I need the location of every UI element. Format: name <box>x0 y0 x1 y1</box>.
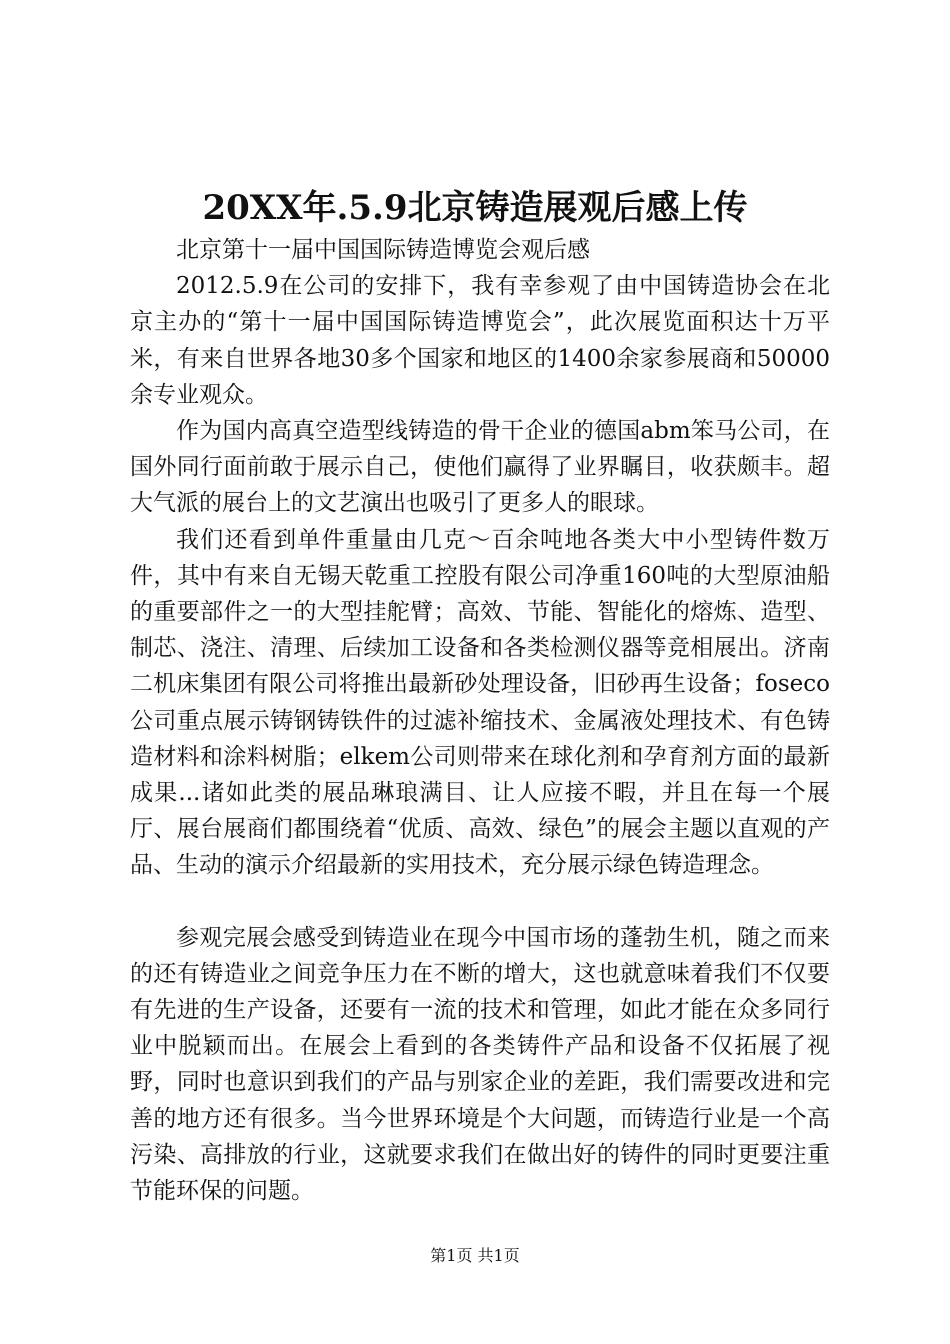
document-body <box>130 232 830 1209</box>
document-title: 20XX年.5.9北京铸造展观后感上传 <box>202 188 748 228</box>
body-paragraph: 参观完展会感受到铸造业在现今中国市场的蓬勃生机，随之而来的还有铸造业之间竞争压力在不断的增大，这也就意味着我们不仅要有先进的生产设备，还要有一流的技术和管理，如此才能在众多同行业中脱颖而出。在展会上看到的各类铸件产品和设备不仅拓展了视野，同时也意识到我们的产品与别家企业的差距，我们需要改进和完善的地方还有很多。当今世界环境是个大问题，而铸造行业是一个高污染、高排放的行业，这就要求我们在做出好的铸件的同时更要注重节能环保的问题。 <box>130 924 830 1205</box>
body-paragraph: 作为国内高真空造型线铸造的骨干企业的德国abm笨马公司，在国外同行面前敢于展示自己，使他们赢得了业界瞩目，收获颇丰。超大气派的展台上的文艺演出也吸引了更多人的眼球。 <box>130 418 830 517</box>
body-paragraph: 我们还看到单件重量由几克～百余吨地各类大中小型铸件数万件，其中有来自无锡天乾重工控股有限公司净重160吨的大型原油船的重要部件之一的大型挂舵臂；高效、节能、智能化的熔炼、造型、制芯、浇注、清理、后续加工设备和各类检测仪器等竞相展出。济南二机床集团有限公司将推出最新砂处理设备，旧砂再生设备；foseco公司重点展示铸钢铸铁件的过滤补缩技术、金属液处理技术、有色铸造材料和涂料树脂；elkem公司则带来在球化剂和孕育剂方面的最新成果...诸如此类的展品琳琅满目、让人应接不暇，并且在每一个展厅、展台展商们都围绕着“优质、高效、绿色”的展会主题以直观的产品、生动的演示介绍最新的实用技术，充分展示绿色铸造理念。 <box>130 526 830 879</box>
page-footer: 第1页 共1页 <box>430 1246 520 1265</box>
subtitle-paragraph: 北京第十一届中国国际铸造博览会观后感 <box>176 237 590 263</box>
body-paragraph: 2012.5.9在公司的安排下，我有幸参观了由中国铸造协会在北京主办的“第十一届中国国际铸造博览会”，此次展览面积达十万平米，有来自世界各地30多个国家和地区的1400余家参展商和50000余专业观众。 <box>130 273 830 408</box>
